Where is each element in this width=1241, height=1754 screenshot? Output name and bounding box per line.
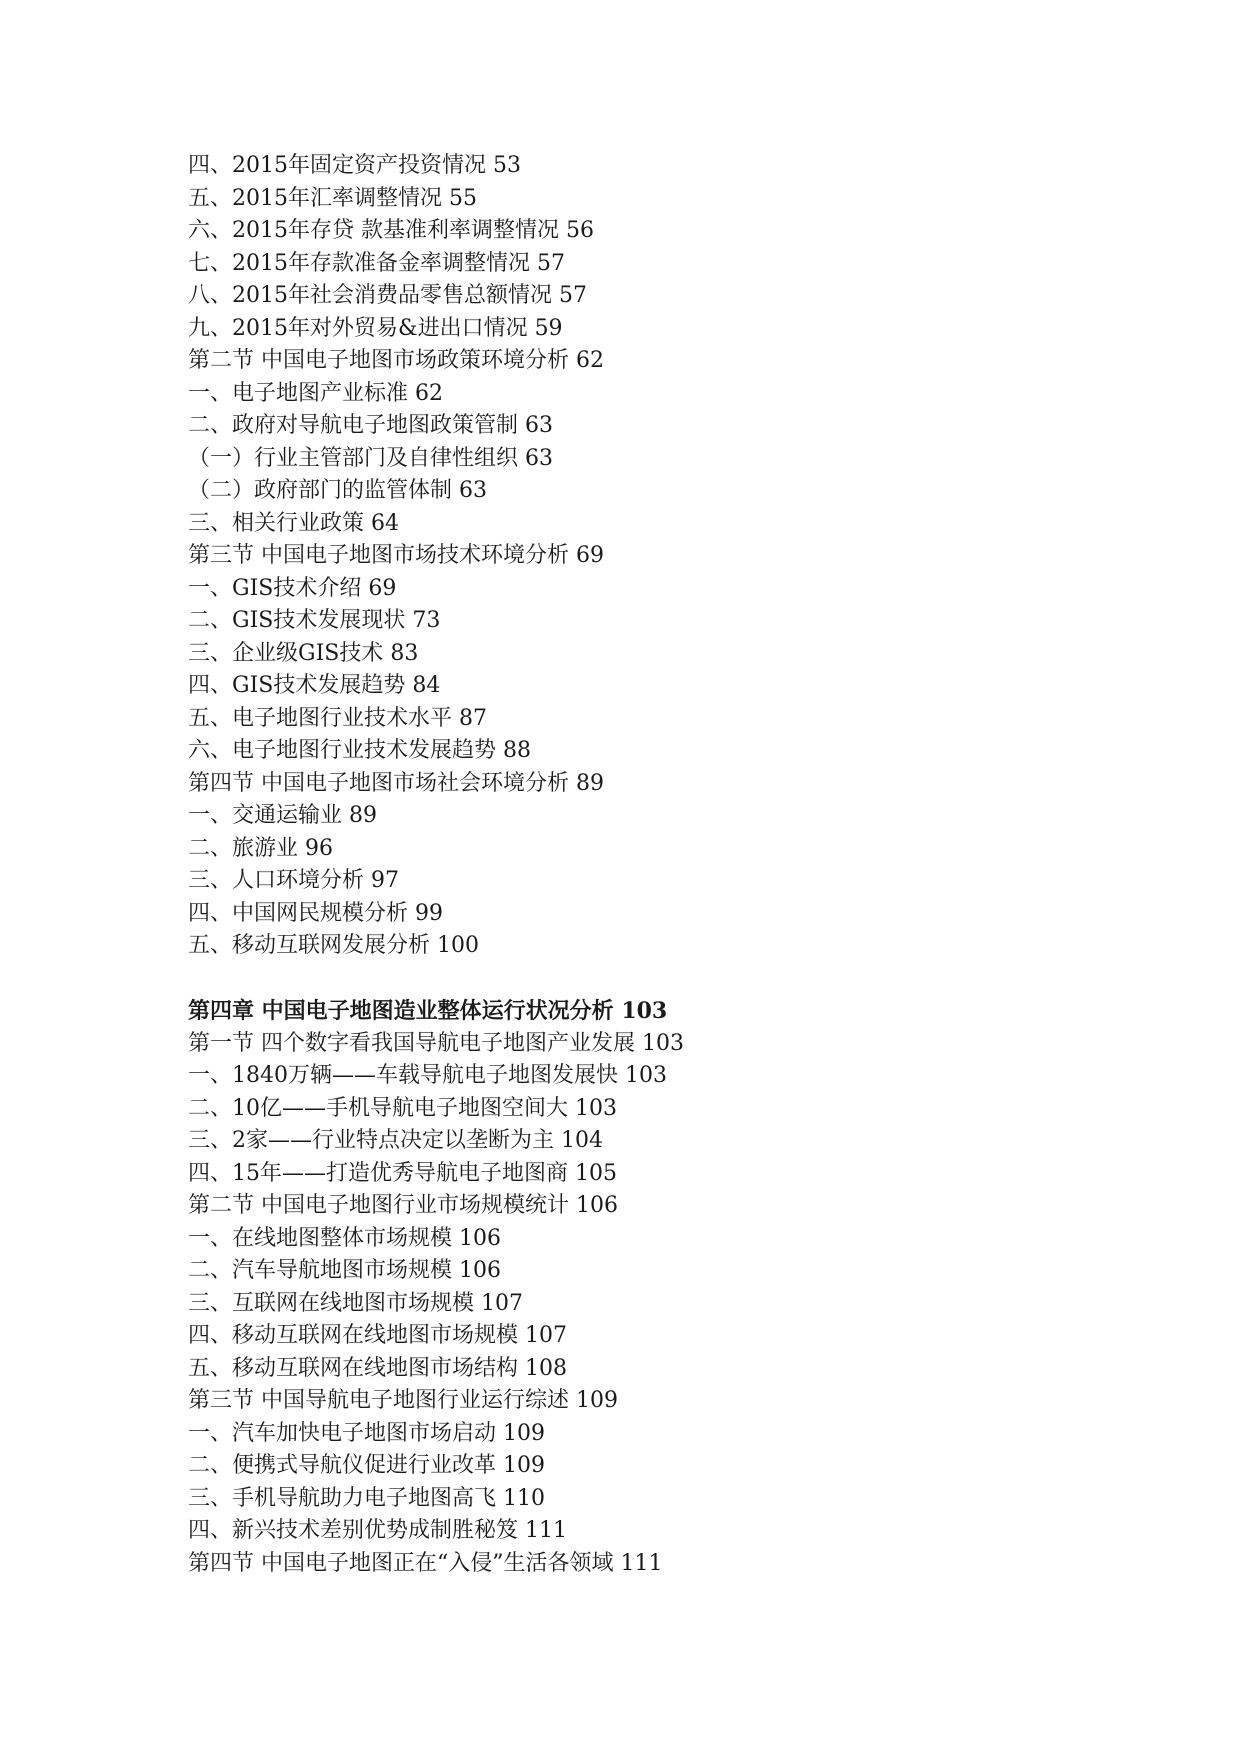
toc-section-entry: 第一节 四个数字看我国导航电子地图产业发展 103 [188, 1030, 684, 1056]
toc-spacer [188, 963, 1188, 996]
toc-item-entry: 二、政府对导航电子地图政策管制 63 [188, 413, 553, 438]
toc-item-entry: 九、2015年对外贸易&进出口情况 59 [188, 315, 563, 341]
toc-section-entry: 第二节 中国电子地图行业市场规模统计 106 [188, 1193, 618, 1218]
toc-item-entry: 五、移动互联网在线地图市场结构 108 [188, 1355, 567, 1381]
toc-item-entry: 三、人口环境分析 97 [188, 868, 399, 893]
toc-item-entry: 二、GIS技术发展现状 73 [188, 608, 441, 633]
toc-section-entry: 第三节 中国导航电子地图行业运行综述 109 [188, 1388, 618, 1413]
toc-section-entry: 第二节 中国电子地图市场政策环境分析 62 [188, 348, 604, 373]
toc-chapter-heading: 第四章 中国电子地图造业整体运行状况分析 103 [188, 998, 668, 1024]
toc-item-entry: 六、2015年存贷 款基准利率调整情况 56 [188, 218, 594, 243]
table-of-contents [188, 150, 1188, 1580]
toc-item-entry: 五、2015年汇率调整情况 55 [188, 185, 477, 211]
toc-item-entry: 四、GIS技术发展趋势 84 [188, 673, 441, 698]
toc-section-entry: 第四节 中国电子地图正在“入侵”生活各领域 111 [188, 1550, 663, 1576]
toc-section-entry: 第四节 中国电子地图市场社会环境分析 89 [188, 770, 604, 796]
toc-item-entry: 二、便携式导航仪促进行业改革 109 [188, 1453, 545, 1478]
toc-section-entry: 第三节 中国电子地图市场技术环境分析 69 [188, 543, 604, 568]
toc-item-entry: 三、企业级GIS技术 83 [188, 640, 419, 666]
toc-item-entry: 一、交通运输业 89 [188, 803, 377, 828]
toc-item-entry: 二、汽车导航地图市场规模 106 [188, 1258, 501, 1283]
toc-item-entry: （一）行业主管部门及自律性组织 63 [188, 445, 553, 471]
toc-item-entry: 四、2015年固定资产投资情况 53 [188, 153, 521, 178]
toc-item-entry: 五、移动互联网发展分析 100 [188, 933, 479, 958]
toc-item-entry: 三、2家——行业特点决定以垄断为主 104 [188, 1128, 603, 1153]
toc-item-entry: 二、10亿——手机导航电子地图空间大 103 [188, 1095, 617, 1121]
toc-item-entry: 一、汽车加快电子地图市场启动 109 [188, 1420, 545, 1446]
toc-item-entry: 三、互联网在线地图市场规模 107 [188, 1290, 523, 1316]
toc-item-entry: 八、2015年社会消费品零售总额情况 57 [188, 283, 587, 308]
toc-item-entry: 四、15年——打造优秀导航电子地图商 105 [188, 1160, 617, 1186]
toc-item-entry: 六、电子地图行业技术发展趋势 88 [188, 738, 531, 763]
toc-item-entry: 一、GIS技术介绍 69 [188, 575, 397, 601]
toc-item-entry: （二）政府部门的监管体制 63 [188, 478, 487, 503]
toc-item-entry: 四、移动互联网在线地图市场规模 107 [188, 1323, 567, 1348]
toc-item-entry: 四、中国网民规模分析 99 [188, 900, 443, 926]
toc-item-entry: 三、相关行业政策 64 [188, 510, 399, 536]
toc-item-entry: 二、旅游业 96 [188, 835, 333, 861]
toc-item-entry: 三、手机导航助力电子地图高飞 110 [188, 1485, 545, 1511]
toc-item-entry: 一、1840万辆——车载导航电子地图发展快 103 [188, 1063, 667, 1088]
toc-item-entry: 一、电子地图产业标准 62 [188, 380, 443, 406]
toc-item-entry: 七、2015年存款准备金率调整情况 57 [188, 250, 565, 276]
toc-item-entry: 五、电子地图行业技术水平 87 [188, 705, 487, 731]
toc-item-entry: 四、新兴技术差别优势成制胜秘笈 111 [188, 1518, 567, 1543]
toc-item-entry: 一、在线地图整体市场规模 106 [188, 1225, 501, 1251]
